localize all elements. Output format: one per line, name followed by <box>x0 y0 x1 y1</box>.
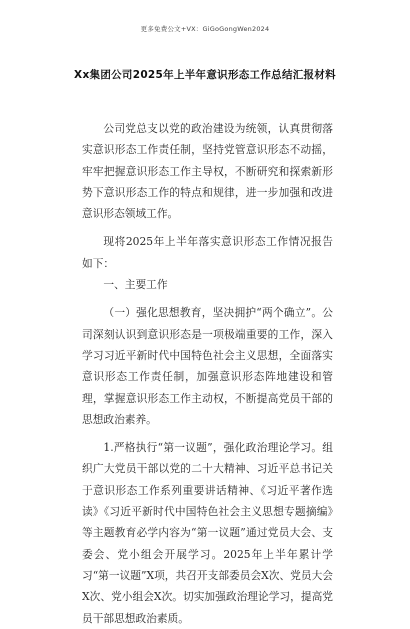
paragraph-report-lead: 现将2025年上半年落实意识形态工作情况报告如下： <box>82 235 333 270</box>
header-note: 更多免费公文+VX：GiGoGongWen2024 <box>140 25 270 33</box>
section-heading-main-work: 一、主要工作 <box>103 278 168 292</box>
document-body <box>82 118 333 629</box>
paragraph-item-1: 1.严格执行“第一议题”，强化政治理论学习。组织广大党员干部以党的二十大精神、习近平总书记关于意识形态工作系列重要讲话精神、《习近平著作选读》《习近平新时代中国特色社会主义思想专题摘编》等主题教育必学内容为“第一议题”通过党员大会、支委会、党小组会开展学习。2025年上半年累计学习“第一议题”X项，共召开支部委员会X次、党员大会X次、党小组会X次。切实加强政治理论学习，提高党员干部思想政治素质。 <box>82 441 333 625</box>
paragraph-subsection-1: （一）强化思想教育，坚决拥护“两个确立”。公司深刻认识到意识形态是一项极端重要的工作，深入学习习近平新时代中国特色社会主义思想，全面落实意识形态工作责任制，加强意识形态阵地建设和管理，掌握意识形态工作主动权，不断提高党员干部的思想政治素养。 <box>82 306 333 426</box>
document-title: Xx集团公司2025年上半年意识形态工作总结汇报材料 <box>74 69 336 81</box>
paragraph-intro: 公司党总支以党的政治建设为统领，认真贯彻落实意识形态工作责任制，坚持党管意识形态不动摇，牢牢把握意识形态工作主导权，不断研究和探索新形势下意识形态工作的特点和规律，进一步加强和改进意识形态领域工作。 <box>82 122 333 221</box>
